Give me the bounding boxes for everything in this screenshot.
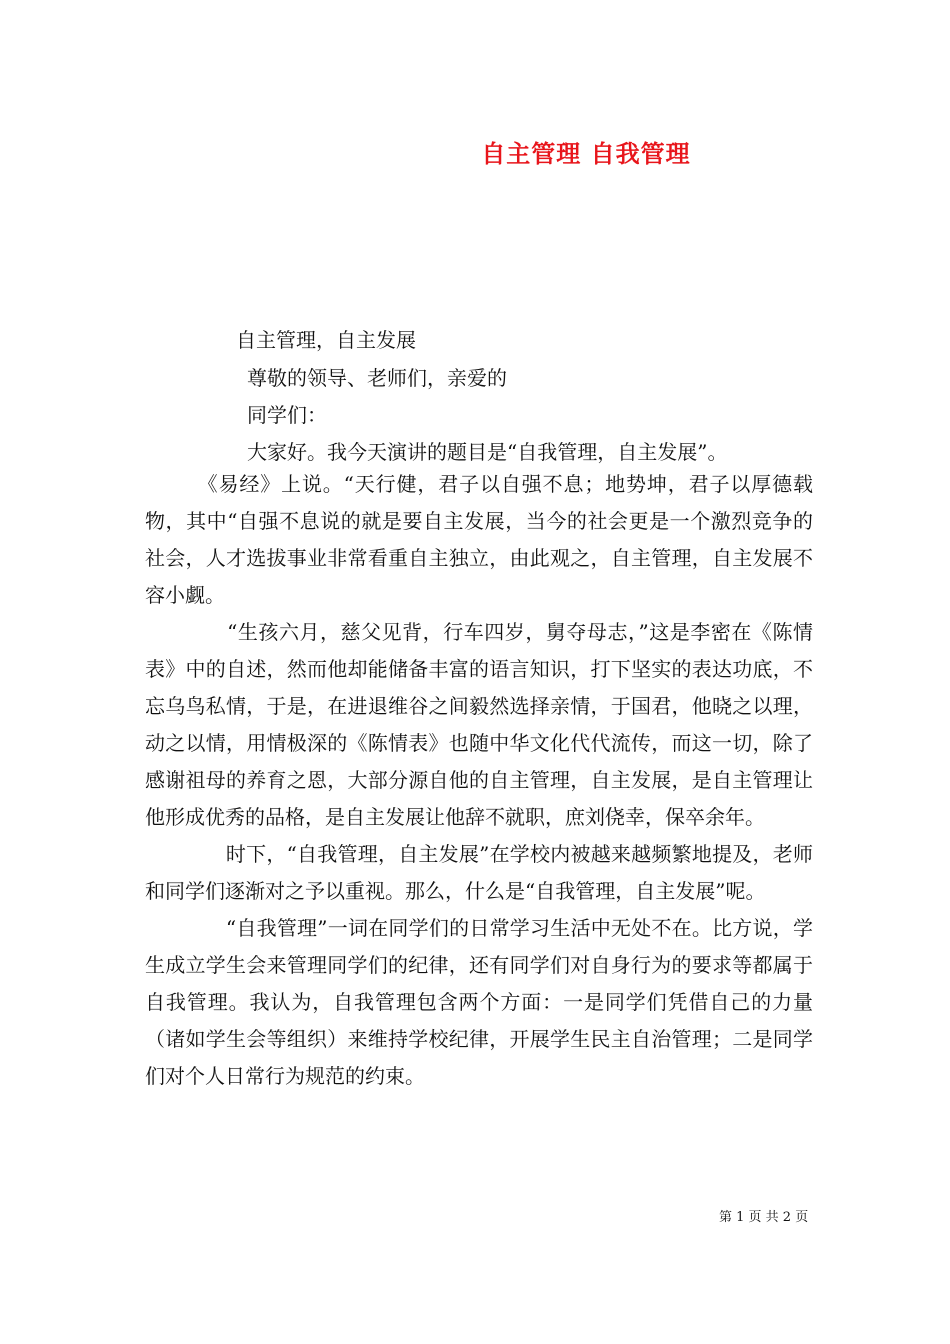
heading-line-4: 大家好。我今天演讲的题目是“自我管理，自主发展”。 (247, 440, 728, 464)
paragraph-1: 《易经》上说。“天行健，君子以自强不息；地势坤，君子以厚德载物，其中“自强不息说的就是要自主发展，当今的社会更是一个激烈竞争的社会，人才选拔事业非常看重自主独立，由此观之，自主管理，自主发展不容小觑。 (145, 472, 813, 607)
heading-line-3: 同学们： (247, 403, 327, 427)
paragraph-3: 时下，“自我管理，自主发展”在学校内被越来越频繁地提及，老师和同学们逐渐对之予以重视。那么，什么是“自我管理，自主发展”呢。 (145, 842, 813, 903)
paragraph-2: “生孩六月，慈父见背，行车四岁，舅夺母志，”这是李密在《陈情表》中的自述，然而他却能储备丰富的语言知识，打下坚实的表达功底，不忘乌鸟私情，于是，在进退维谷之间毅然选择亲情，于国君，他晓之以理，动之以情，用情极深的《陈情表》也随中华文化代代流传，而这一切，除了感谢祖母的养育之恩，大部分源自他的自主管理，自主发展，是自主管理让他形成优秀的品格，是自主发展让他辞不就职，庶刘侥幸，保卒余年。 (145, 620, 813, 829)
page-footer: 第 1 页 共 2 页 (719, 1210, 809, 1225)
body-text (145, 466, 813, 1095)
heading-line-2: 尊敬的领导、老师们，亲爱的 (247, 366, 507, 390)
heading-line-1: 自主管理，自主发展 (236, 328, 416, 352)
paragraph-4: “自我管理”一词在同学们的日常学习生活中无处不在。比方说，学生成立学生会来管理同学们的纪律，还有同学们对自身行为的要求等都属于自我管理。我认为，自我管理包含两个方面：一是同学们凭借自己的力量（诸如学生会等组织）来维持学校纪律，开展学生民主自治管理；二是同学们对个人日常行为规范的约束。 (145, 916, 813, 1088)
document-title: 自主管理 自我管理 (481, 139, 691, 168)
